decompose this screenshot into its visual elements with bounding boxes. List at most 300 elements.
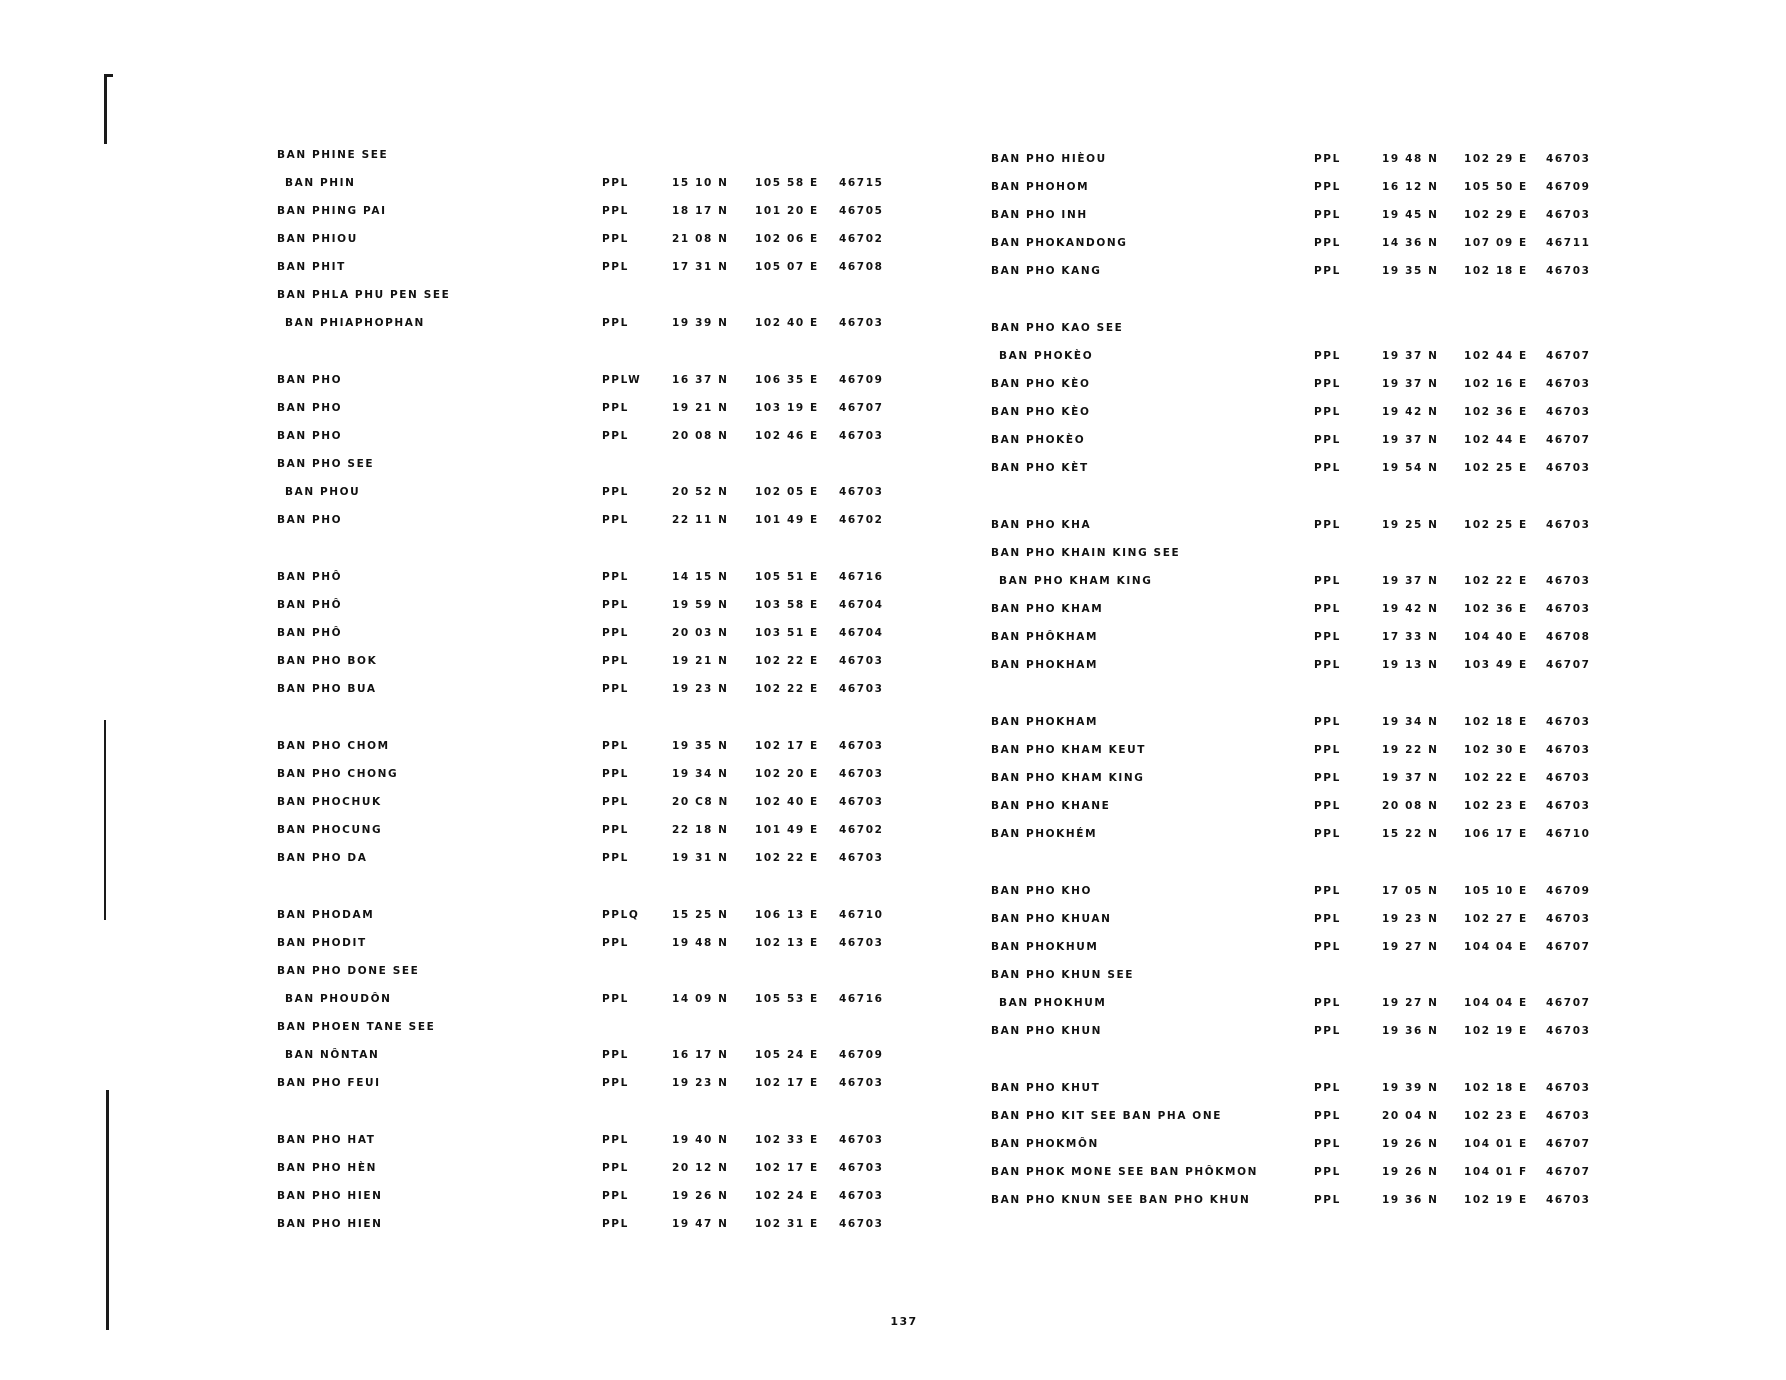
feature-type: PPL xyxy=(602,205,629,217)
feature-type: PPL xyxy=(1314,575,1341,587)
feature-type: PPL xyxy=(602,177,629,189)
map-sheet-code: 46703 xyxy=(1546,265,1591,277)
map-sheet-code: 46703 xyxy=(839,486,884,498)
place-name: BAN PHOU xyxy=(285,486,361,498)
feature-type: PPL xyxy=(1314,1082,1341,1094)
map-sheet-code: 46704 xyxy=(839,599,884,611)
place-name: BAN PHODIT xyxy=(277,937,367,949)
feature-type: PPL xyxy=(602,402,629,414)
longitude: 103 49 E xyxy=(1464,659,1528,671)
feature-type: PPL xyxy=(1314,941,1341,953)
latitude: 20 12 N xyxy=(672,1162,729,1174)
longitude: 102 13 E xyxy=(755,937,819,949)
map-sheet-code: 46703 xyxy=(839,683,884,695)
feature-type: PPL xyxy=(602,852,629,864)
map-sheet-code: 46709 xyxy=(1546,181,1591,193)
feature-type: PPL xyxy=(1314,744,1341,756)
map-sheet-code: 46702 xyxy=(839,233,884,245)
map-sheet-code: 46703 xyxy=(839,1134,884,1146)
place-name: BAN PHING PAI xyxy=(277,205,387,217)
place-name: BAN PHO KHAM xyxy=(991,603,1104,615)
latitude: 20 03 N xyxy=(672,627,729,639)
map-sheet-code: 46710 xyxy=(839,909,884,921)
place-name: BAN PHO KHUT xyxy=(991,1082,1101,1094)
latitude: 20 04 N xyxy=(1382,1110,1439,1122)
map-sheet-code: 46707 xyxy=(1546,997,1591,1009)
feature-type: PPL xyxy=(602,233,629,245)
place-name: BAN PHO KHAM KING xyxy=(991,772,1145,784)
longitude: 102 30 E xyxy=(1464,744,1528,756)
longitude: 101 49 E xyxy=(755,514,819,526)
map-sheet-code: 46703 xyxy=(1546,209,1591,221)
longitude: 102 36 E xyxy=(1464,603,1528,615)
longitude: 102 22 E xyxy=(755,683,819,695)
latitude: 19 23 N xyxy=(672,1077,729,1089)
latitude: 15 25 N xyxy=(672,909,729,921)
longitude: 106 17 E xyxy=(1464,828,1528,840)
place-name: BAN PHÔ xyxy=(277,571,343,583)
latitude: 19 25 N xyxy=(1382,519,1439,531)
map-sheet-code: 46707 xyxy=(1546,659,1591,671)
place-name: BAN PHO KANG xyxy=(991,265,1102,277)
feature-type: PPL xyxy=(602,1049,629,1061)
feature-type: PPL xyxy=(1314,603,1341,615)
longitude: 102 19 E xyxy=(1464,1025,1528,1037)
map-sheet-code: 46703 xyxy=(1546,1082,1591,1094)
map-sheet-code: 46709 xyxy=(839,374,884,386)
longitude: 103 51 E xyxy=(755,627,819,639)
feature-type: PPL xyxy=(1314,659,1341,671)
feature-type: PPL xyxy=(1314,434,1341,446)
longitude: 102 29 E xyxy=(1464,153,1528,165)
place-name: BAN PHO FEUI xyxy=(277,1077,381,1089)
feature-type: PPL xyxy=(602,740,629,752)
latitude: 19 23 N xyxy=(672,683,729,695)
latitude: 19 13 N xyxy=(1382,659,1439,671)
place-name: BAN PHO KAO SEE xyxy=(991,322,1124,334)
place-name: BAN PHOK MONE SEE BAN PHÔKMON xyxy=(991,1166,1259,1178)
place-name: BAN PHO HÈN xyxy=(277,1162,377,1174)
longitude: 102 22 E xyxy=(755,655,819,667)
place-name: BAN PHO KHO xyxy=(991,885,1093,897)
longitude: 102 44 E xyxy=(1464,434,1528,446)
longitude: 102 23 E xyxy=(1464,800,1528,812)
map-sheet-code: 46702 xyxy=(839,824,884,836)
map-sheet-code: 46703 xyxy=(1546,913,1591,925)
map-sheet-code: 46703 xyxy=(1546,716,1591,728)
map-sheet-code: 46703 xyxy=(1546,575,1591,587)
feature-type: PPL xyxy=(1314,716,1341,728)
latitude: 20 08 N xyxy=(672,430,729,442)
feature-type: PPL xyxy=(1314,209,1341,221)
place-name: BAN PHOKANDONG xyxy=(991,237,1128,249)
map-sheet-code: 46708 xyxy=(1546,631,1591,643)
feature-type: PPL xyxy=(1314,1138,1341,1150)
map-sheet-code: 46703 xyxy=(839,1218,884,1230)
longitude: 102 22 E xyxy=(1464,575,1528,587)
place-name: BAN PHO KHUN SEE xyxy=(991,969,1135,981)
place-name: BAN PHOHOM xyxy=(991,181,1090,193)
latitude: 19 35 N xyxy=(672,740,729,752)
map-sheet-code: 46703 xyxy=(1546,462,1591,474)
map-sheet-code: 46707 xyxy=(1546,1166,1591,1178)
map-sheet-code: 46703 xyxy=(1546,772,1591,784)
place-name: BAN PHÔ xyxy=(277,599,343,611)
latitude: 19 22 N xyxy=(1382,744,1439,756)
longitude: 102 29 E xyxy=(1464,209,1528,221)
longitude: 102 46 E xyxy=(755,430,819,442)
place-name: BAN PHIAPHOPHAN xyxy=(285,317,425,329)
longitude: 106 35 E xyxy=(755,374,819,386)
latitude: 19 39 N xyxy=(1382,1082,1439,1094)
place-name: BAN PHOKÈO xyxy=(991,434,1086,446)
feature-type: PPL xyxy=(1314,406,1341,418)
latitude: 19 37 N xyxy=(1382,772,1439,784)
latitude: 19 27 N xyxy=(1382,997,1439,1009)
feature-type: PPL xyxy=(1314,153,1341,165)
feature-type: PPL xyxy=(602,514,629,526)
latitude: 17 31 N xyxy=(672,261,729,273)
feature-type: PPL xyxy=(1314,800,1341,812)
map-sheet-code: 46703 xyxy=(1546,603,1591,615)
latitude: 14 36 N xyxy=(1382,237,1439,249)
feature-type: PPL xyxy=(602,824,629,836)
longitude: 102 44 E xyxy=(1464,350,1528,362)
latitude: 19 39 N xyxy=(672,317,729,329)
feature-type: PPL xyxy=(602,993,629,1005)
map-sheet-code: 46703 xyxy=(1546,378,1591,390)
feature-type: PPL xyxy=(1314,828,1341,840)
latitude: 14 09 N xyxy=(672,993,729,1005)
place-name: BAN PHOKHAM xyxy=(991,716,1099,728)
longitude: 102 06 E xyxy=(755,233,819,245)
map-sheet-code: 46703 xyxy=(1546,744,1591,756)
longitude: 102 23 E xyxy=(1464,1110,1528,1122)
map-sheet-code: 46703 xyxy=(839,317,884,329)
longitude: 104 01 E xyxy=(1464,1138,1528,1150)
feature-type: PPL xyxy=(1314,913,1341,925)
latitude: 19 36 N xyxy=(1382,1194,1439,1206)
feature-type: PPL xyxy=(1314,462,1341,474)
page-number: 137 xyxy=(890,1315,918,1328)
longitude: 102 18 E xyxy=(1464,1082,1528,1094)
longitude: 104 01 F xyxy=(1464,1166,1528,1178)
place-name: BAN PHO DA xyxy=(277,852,368,864)
latitude: 18 17 N xyxy=(672,205,729,217)
place-name: BAN PHOKHUM xyxy=(999,997,1107,1009)
feature-type: PPL xyxy=(1314,265,1341,277)
map-sheet-code: 46707 xyxy=(1546,941,1591,953)
place-name: BAN PHO HIÈOU xyxy=(991,153,1107,165)
longitude: 104 04 E xyxy=(1464,997,1528,1009)
latitude: 19 35 N xyxy=(1382,265,1439,277)
longitude: 105 51 E xyxy=(755,571,819,583)
feature-type: PPL xyxy=(1314,181,1341,193)
place-name: BAN PHO KÈT xyxy=(991,462,1089,474)
feature-type: PPL xyxy=(1314,885,1341,897)
place-name: BAN PHO xyxy=(277,374,343,386)
place-name: BAN PHOCUNG xyxy=(277,824,383,836)
longitude: 102 20 E xyxy=(755,768,819,780)
longitude: 105 58 E xyxy=(755,177,819,189)
longitude: 101 20 E xyxy=(755,205,819,217)
map-sheet-code: 46704 xyxy=(839,627,884,639)
latitude: 19 31 N xyxy=(672,852,729,864)
longitude: 101 49 E xyxy=(755,824,819,836)
place-name: BAN PHO xyxy=(277,402,343,414)
latitude: 19 54 N xyxy=(1382,462,1439,474)
place-name: BAN PHIN xyxy=(285,177,356,189)
feature-type: PPL xyxy=(602,796,629,808)
map-sheet-code: 46708 xyxy=(839,261,884,273)
longitude: 107 09 E xyxy=(1464,237,1528,249)
place-name: BAN PHO xyxy=(277,430,343,442)
longitude: 102 33 E xyxy=(755,1134,819,1146)
latitude: 19 42 N xyxy=(1382,603,1439,615)
map-sheet-code: 46703 xyxy=(839,430,884,442)
latitude: 21 08 N xyxy=(672,233,729,245)
latitude: 19 45 N xyxy=(1382,209,1439,221)
place-name: BAN PHO KHUAN xyxy=(991,913,1112,925)
latitude: 19 34 N xyxy=(1382,716,1439,728)
latitude: 19 59 N xyxy=(672,599,729,611)
place-name: BAN PHO KÈO xyxy=(991,406,1091,418)
latitude: 20 C8 N xyxy=(672,796,729,808)
place-name: BAN PHOKHÉM xyxy=(991,828,1098,840)
longitude: 102 24 E xyxy=(755,1190,819,1202)
longitude: 102 22 E xyxy=(1464,772,1528,784)
latitude: 14 15 N xyxy=(672,571,729,583)
scan-edge-mark xyxy=(104,74,113,77)
longitude: 105 10 E xyxy=(1464,885,1528,897)
place-name: BAN PHO KNUN SEE BAN PHO KHUN xyxy=(991,1194,1251,1206)
latitude: 19 40 N xyxy=(672,1134,729,1146)
feature-type: PPL xyxy=(1314,237,1341,249)
place-name: BAN PHO DONE SEE xyxy=(277,965,420,977)
latitude: 17 05 N xyxy=(1382,885,1439,897)
feature-type: PPL xyxy=(602,261,629,273)
feature-type: PPL xyxy=(1314,772,1341,784)
place-name: BAN PHO KHUN xyxy=(991,1025,1103,1037)
map-sheet-code: 46703 xyxy=(1546,800,1591,812)
latitude: 19 23 N xyxy=(1382,913,1439,925)
map-sheet-code: 46707 xyxy=(839,402,884,414)
place-name: BAN PHO KHAM KING xyxy=(999,575,1153,587)
longitude: 102 36 E xyxy=(1464,406,1528,418)
latitude: 19 34 N xyxy=(672,768,729,780)
latitude: 19 26 N xyxy=(1382,1138,1439,1150)
map-sheet-code: 46703 xyxy=(839,1190,884,1202)
map-sheet-code: 46716 xyxy=(839,993,884,1005)
longitude: 102 40 E xyxy=(755,317,819,329)
latitude: 15 22 N xyxy=(1382,828,1439,840)
latitude: 16 17 N xyxy=(672,1049,729,1061)
longitude: 102 19 E xyxy=(1464,1194,1528,1206)
map-sheet-code: 46703 xyxy=(839,768,884,780)
feature-type: PPL xyxy=(602,768,629,780)
latitude: 19 21 N xyxy=(672,655,729,667)
map-sheet-code: 46703 xyxy=(839,937,884,949)
longitude: 103 19 E xyxy=(755,402,819,414)
feature-type: PPL xyxy=(602,486,629,498)
place-name: BAN PHÔ xyxy=(277,627,343,639)
map-sheet-code: 46703 xyxy=(839,740,884,752)
map-sheet-code: 46703 xyxy=(1546,1110,1591,1122)
map-sheet-code: 46703 xyxy=(839,655,884,667)
feature-type: PPL xyxy=(1314,1166,1341,1178)
map-sheet-code: 46710 xyxy=(1546,828,1591,840)
map-sheet-code: 46703 xyxy=(839,796,884,808)
longitude: 106 13 E xyxy=(755,909,819,921)
latitude: 19 37 N xyxy=(1382,350,1439,362)
latitude: 19 48 N xyxy=(1382,153,1439,165)
place-name: BAN PHOCHUK xyxy=(277,796,382,808)
place-name: BAN PHO KHANE xyxy=(991,800,1111,812)
place-name: BAN PHO KÈO xyxy=(991,378,1091,390)
place-name: BAN PHO HAT xyxy=(277,1134,376,1146)
map-sheet-code: 46703 xyxy=(839,852,884,864)
map-sheet-code: 46711 xyxy=(1546,237,1591,249)
latitude: 19 27 N xyxy=(1382,941,1439,953)
place-name: BAN NÔNTAN xyxy=(285,1049,380,1061)
feature-type: PPL xyxy=(1314,1025,1341,1037)
latitude: 19 26 N xyxy=(1382,1166,1439,1178)
feature-type: PPL xyxy=(602,571,629,583)
feature-type: PPL xyxy=(1314,1110,1341,1122)
feature-type: PPL xyxy=(602,1134,629,1146)
feature-type: PPL xyxy=(1314,519,1341,531)
latitude: 19 42 N xyxy=(1382,406,1439,418)
feature-type: PPL xyxy=(1314,1194,1341,1206)
latitude: 17 33 N xyxy=(1382,631,1439,643)
place-name: BAN PHO BOK xyxy=(277,655,378,667)
map-sheet-code: 46709 xyxy=(1546,885,1591,897)
longitude: 105 24 E xyxy=(755,1049,819,1061)
place-name: BAN PHO KHA xyxy=(991,519,1092,531)
longitude: 102 25 E xyxy=(1464,519,1528,531)
map-sheet-code: 46707 xyxy=(1546,434,1591,446)
place-name: BAN PHO CHONG xyxy=(277,768,399,780)
place-name: BAN PHINE SEE xyxy=(277,149,389,161)
place-name: BAN PHO HIEN xyxy=(277,1218,383,1230)
feature-type: PPL xyxy=(1314,631,1341,643)
feature-type: PPL xyxy=(602,317,629,329)
place-name: BAN PHOKHAM xyxy=(991,659,1099,671)
feature-type: PPL xyxy=(602,599,629,611)
place-name: BAN PHO INH xyxy=(991,209,1088,221)
feature-type: PPL xyxy=(602,1077,629,1089)
latitude: 19 48 N xyxy=(672,937,729,949)
feature-type: PPL xyxy=(1314,997,1341,1009)
place-name: BAN PHO KHAM KEUT xyxy=(991,744,1146,756)
map-sheet-code: 46703 xyxy=(1546,1025,1591,1037)
map-sheet-code: 46703 xyxy=(1546,153,1591,165)
place-name: BAN PHOUDÔN xyxy=(285,993,392,1005)
latitude: 19 47 N xyxy=(672,1218,729,1230)
latitude: 19 36 N xyxy=(1382,1025,1439,1037)
latitude: 19 26 N xyxy=(672,1190,729,1202)
scan-edge-mark xyxy=(104,720,106,920)
longitude: 102 18 E xyxy=(1464,716,1528,728)
feature-type: PPL xyxy=(602,1190,629,1202)
longitude: 104 04 E xyxy=(1464,941,1528,953)
longitude: 105 53 E xyxy=(755,993,819,1005)
place-name: BAN PHOKÈO xyxy=(999,350,1094,362)
longitude: 102 16 E xyxy=(1464,378,1528,390)
longitude: 105 50 E xyxy=(1464,181,1528,193)
scan-edge-mark xyxy=(106,1090,109,1330)
latitude: 22 11 N xyxy=(672,514,729,526)
place-name: BAN PHÔKHAM xyxy=(991,631,1099,643)
place-name: BAN PHIT xyxy=(277,261,346,273)
feature-type: PPL xyxy=(1314,378,1341,390)
map-sheet-code: 46707 xyxy=(1546,1138,1591,1150)
feature-type: PPL xyxy=(602,1162,629,1174)
longitude: 102 27 E xyxy=(1464,913,1528,925)
place-name: BAN PHOKMÔN xyxy=(991,1138,1099,1150)
place-name: BAN PHOEN TANE SEE xyxy=(277,1021,436,1033)
feature-type: PPL xyxy=(602,655,629,667)
longitude: 104 40 E xyxy=(1464,631,1528,643)
feature-type: PPL xyxy=(602,430,629,442)
latitude: 19 37 N xyxy=(1382,378,1439,390)
longitude: 102 31 E xyxy=(755,1218,819,1230)
place-name: BAN PHO CHOM xyxy=(277,740,390,752)
longitude: 102 40 E xyxy=(755,796,819,808)
latitude: 22 18 N xyxy=(672,824,729,836)
map-sheet-code: 46703 xyxy=(1546,519,1591,531)
place-name: BAN PHODAM xyxy=(277,909,375,921)
map-sheet-code: 46705 xyxy=(839,205,884,217)
map-sheet-code: 46702 xyxy=(839,514,884,526)
place-name: BAN PHO SEE xyxy=(277,458,375,470)
feature-type: PPLQ xyxy=(602,909,640,921)
feature-type: PPL xyxy=(602,937,629,949)
map-sheet-code: 46703 xyxy=(839,1162,884,1174)
longitude: 102 18 E xyxy=(1464,265,1528,277)
feature-type: PPL xyxy=(602,1218,629,1230)
scan-edge-mark xyxy=(104,74,107,144)
map-sheet-code: 46715 xyxy=(839,177,884,189)
place-name: BAN PHIOU xyxy=(277,233,358,245)
latitude: 20 08 N xyxy=(1382,800,1439,812)
place-name: BAN PHOKHUM xyxy=(991,941,1099,953)
place-name: BAN PHO BUA xyxy=(277,683,377,695)
feature-type: PPL xyxy=(1314,350,1341,362)
latitude: 19 37 N xyxy=(1382,434,1439,446)
map-sheet-code: 46703 xyxy=(1546,1194,1591,1206)
latitude: 16 12 N xyxy=(1382,181,1439,193)
map-sheet-code: 46703 xyxy=(839,1077,884,1089)
map-sheet-code: 46709 xyxy=(839,1049,884,1061)
place-name: BAN PHO HIEN xyxy=(277,1190,383,1202)
map-sheet-code: 46703 xyxy=(1546,406,1591,418)
feature-type: PPL xyxy=(602,627,629,639)
map-sheet-code: 46716 xyxy=(839,571,884,583)
longitude: 102 17 E xyxy=(755,740,819,752)
feature-type: PPL xyxy=(602,683,629,695)
longitude: 103 58 E xyxy=(755,599,819,611)
feature-type: PPLW xyxy=(602,374,642,386)
place-name: BAN PHO KHAIN KING SEE xyxy=(991,547,1181,559)
longitude: 102 22 E xyxy=(755,852,819,864)
map-sheet-code: 46707 xyxy=(1546,350,1591,362)
place-name: BAN PHLA PHU PEN SEE xyxy=(277,289,451,301)
place-name: BAN PHO KIT SEE BAN PHA ONE xyxy=(991,1110,1222,1122)
latitude: 16 37 N xyxy=(672,374,729,386)
latitude: 15 10 N xyxy=(672,177,729,189)
longitude: 102 17 E xyxy=(755,1077,819,1089)
